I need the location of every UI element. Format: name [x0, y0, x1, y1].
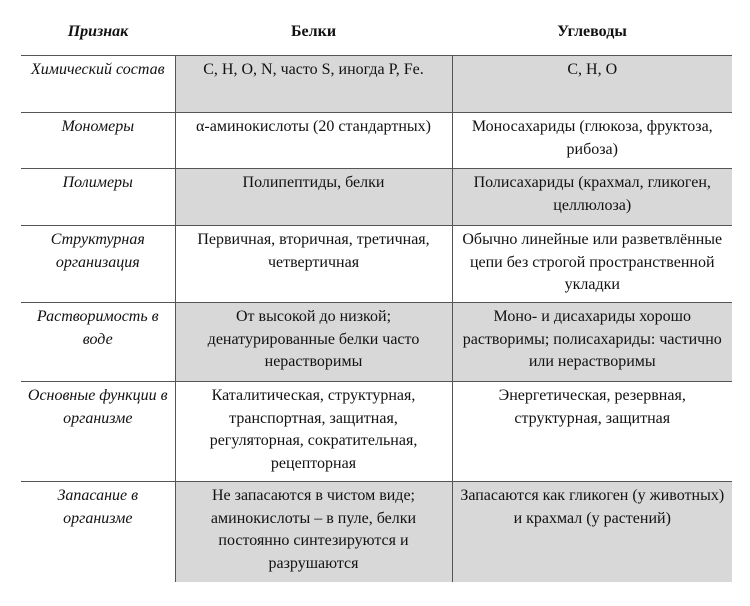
row-carbohydrates-cell: Запасаются как гликоген (у животных) и крахмал (у растений) [452, 482, 732, 582]
row-proteins-cell: Каталитическая, структурная, транспортная, защитная, регуляторная, сократительная, рецепторная [175, 382, 452, 482]
comparison-table [21, 10, 732, 582]
header-carbohydrates: Углеводы [452, 10, 732, 56]
row-feature-cell: Полимеры [21, 169, 175, 226]
header-row [21, 10, 732, 56]
row-feature-cell: Растворимость в воде [21, 303, 175, 382]
table-row [21, 303, 732, 382]
row-carbohydrates-cell: Полисахариды (крахмал, гликоген, целлюлоза) [452, 169, 732, 226]
table-row [21, 56, 732, 113]
row-carbohydrates-cell: Моно- и дисахариды хорошо растворимы; полисахариды: частично или нерастворимы [452, 303, 732, 382]
row-proteins-cell: C, H, O, N, часто S, иногда P, Fe. [175, 56, 452, 113]
row-feature-cell: Структурная организация [21, 226, 175, 303]
table-row [21, 382, 732, 482]
table-row [21, 113, 732, 169]
table-header [21, 10, 732, 56]
row-proteins-cell: От высокой до низкой; денатурированные белки часто нерастворимы [175, 303, 452, 382]
row-carbohydrates-cell: Обычно линейные или разветвлённые цепи без строгой пространственной укладки [452, 226, 732, 303]
row-proteins-cell: Первичная, вторичная, третичная, четвертичная [175, 226, 452, 303]
table-row [21, 226, 732, 303]
row-proteins-cell: α-аминокислоты (20 стандартных) [175, 113, 452, 169]
header-feature: Признак [21, 10, 175, 56]
header-proteins: Белки [175, 10, 452, 56]
row-carbohydrates-cell: Энергетическая, резервная, структурная, защитная [452, 382, 732, 482]
table-body [21, 56, 732, 582]
row-proteins-cell: Не запасаются в чистом виде; аминокислоты – в пуле, белки постоянно синтезируются и разрушаются [175, 482, 452, 582]
table-row [21, 482, 732, 582]
row-carbohydrates-cell: C, H, O [452, 56, 732, 113]
table-row [21, 169, 732, 226]
row-feature-cell: Химический состав [21, 56, 175, 113]
row-proteins-cell: Полипептиды, белки [175, 169, 452, 226]
row-carbohydrates-cell: Моносахариды (глюкоза, фруктоза, рибоза) [452, 113, 732, 169]
row-feature-cell: Основные функции в организме [21, 382, 175, 482]
row-feature-cell: Запасание в организме [21, 482, 175, 582]
row-feature-cell: Мономеры [21, 113, 175, 169]
